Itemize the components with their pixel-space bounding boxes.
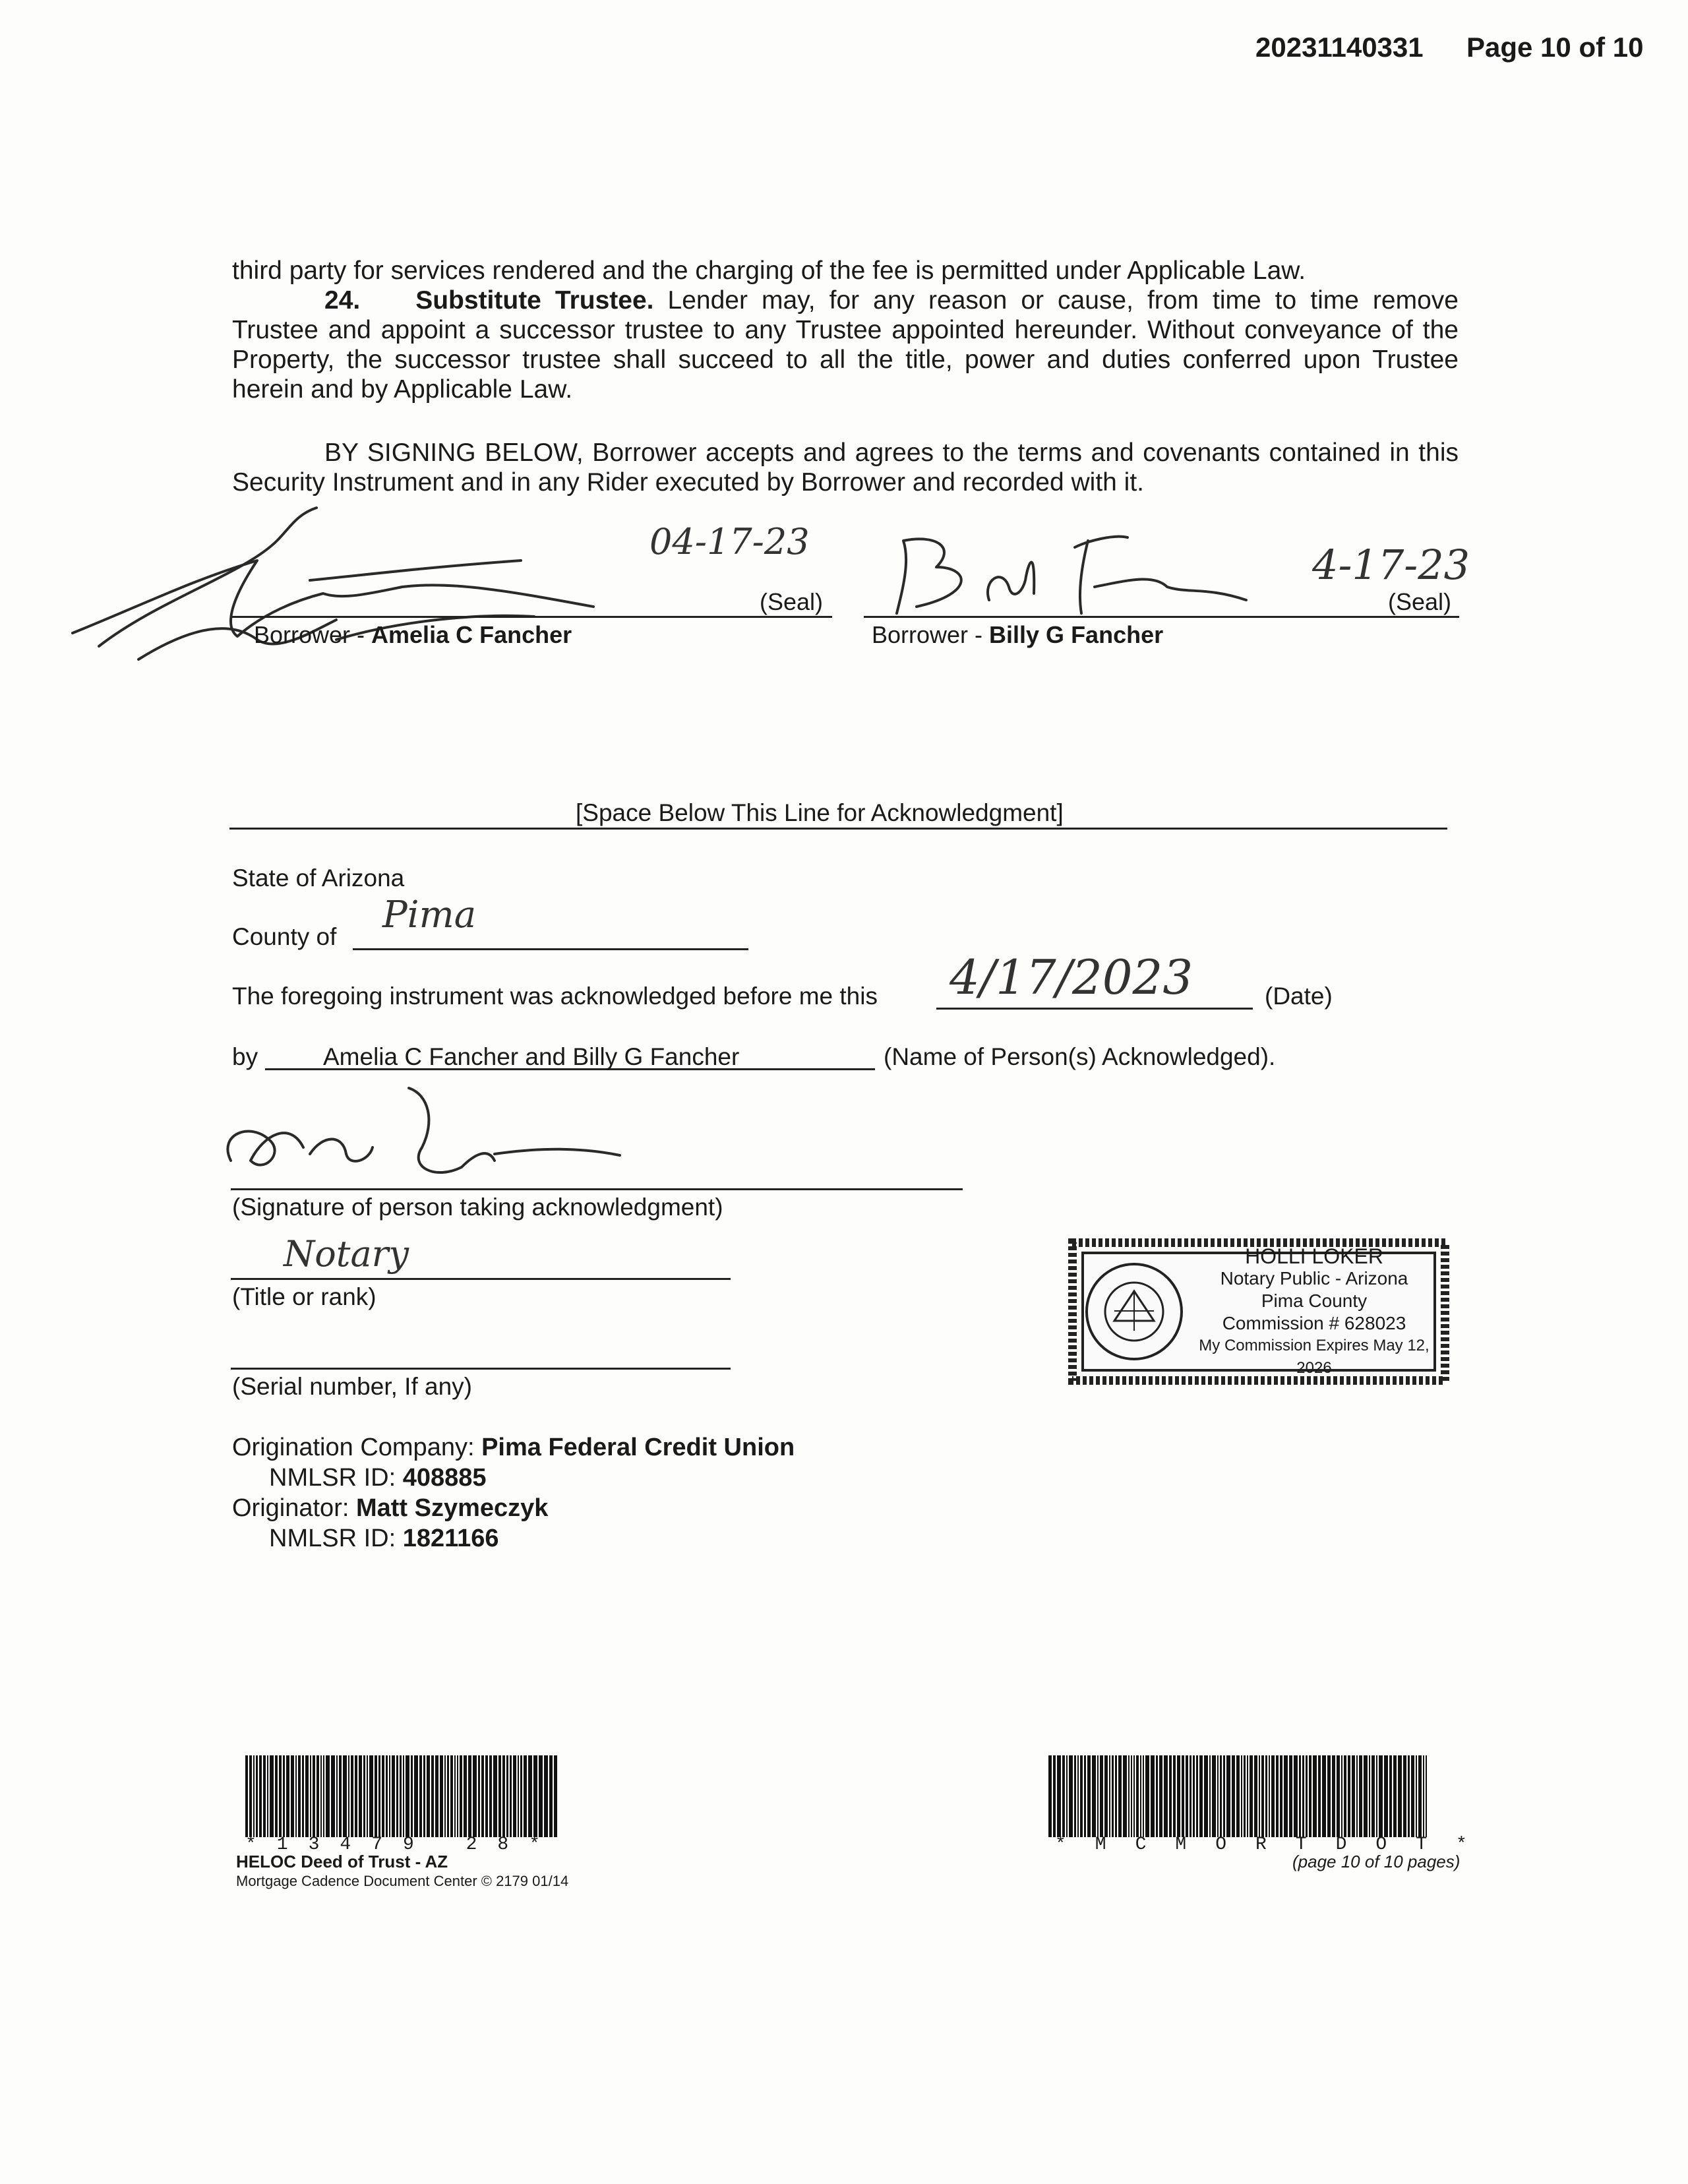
barcode-bar xyxy=(351,1755,353,1837)
notary-signature-label: (Signature of person taking acknowledgment) xyxy=(232,1194,723,1221)
barcode-bar xyxy=(298,1755,301,1837)
barcode-bar xyxy=(431,1755,434,1837)
barcode-bar xyxy=(485,1755,488,1837)
page-note: (page 10 of 10 pages) xyxy=(1292,1852,1461,1871)
barcode-bar xyxy=(249,1755,252,1837)
barcode-bar xyxy=(1280,1755,1282,1837)
notary-commission: Commission # 628023 xyxy=(1222,1313,1406,1333)
barcode-bar xyxy=(1376,1755,1377,1837)
originator-name: Matt Szymeczyk xyxy=(355,1494,549,1522)
foregoing-text: The foregoing instrument was acknowledged before me this xyxy=(232,983,878,1010)
barcode-bar xyxy=(457,1755,458,1837)
barcode-bar xyxy=(1261,1755,1264,1837)
barcode-bar xyxy=(310,1755,311,1837)
notary-county: Pima County xyxy=(1261,1290,1368,1311)
barcode-bar xyxy=(1379,1755,1383,1837)
barcode-bar xyxy=(1136,1755,1139,1837)
originator-row xyxy=(232,1493,795,1523)
barcode-bar xyxy=(1097,1755,1099,1837)
barcode-bar xyxy=(1364,1755,1368,1837)
barcode-bar xyxy=(336,1755,338,1837)
nmlsr-company-id: 408885 xyxy=(402,1464,487,1492)
barcode-bar xyxy=(1344,1755,1346,1837)
barcode-bar xyxy=(331,1755,335,1837)
billy-signature xyxy=(877,521,1273,626)
barcode-bar xyxy=(419,1755,422,1837)
barcode-bar xyxy=(554,1755,557,1837)
barcode-bar xyxy=(267,1755,268,1837)
barcode-bar xyxy=(533,1755,537,1837)
amelia-signature-line xyxy=(232,616,832,618)
barcode-bar xyxy=(1092,1755,1096,1837)
barcode-bar xyxy=(1372,1755,1375,1837)
barcode-bar xyxy=(1302,1755,1304,1837)
barcode-bar xyxy=(1313,1755,1317,1837)
barcode-bar xyxy=(378,1755,380,1837)
barcode-bar xyxy=(1306,1755,1308,1837)
barcode-bar xyxy=(256,1755,258,1837)
notary-expiration: My Commission Expires May 12, 2026 xyxy=(1199,1337,1430,1377)
barcode-bar xyxy=(539,1755,543,1837)
by-names: Amelia C Fancher and Billy G Fancher xyxy=(323,1043,740,1070)
barcode-bar xyxy=(1423,1755,1424,1837)
barcode-bar xyxy=(1069,1755,1073,1837)
barcode-bar xyxy=(1077,1755,1079,1837)
barcode-bar xyxy=(440,1755,443,1837)
barcode-bar xyxy=(1254,1755,1257,1837)
barcode-bar xyxy=(1104,1755,1108,1837)
barcode-bar xyxy=(1341,1755,1342,1837)
barcode-bar xyxy=(510,1755,512,1837)
barcode-bar xyxy=(1294,1755,1298,1837)
barcode-bar xyxy=(1220,1755,1222,1837)
origination-company-row xyxy=(232,1432,795,1463)
barcode-bar xyxy=(1418,1755,1422,1837)
barcode-bar xyxy=(1177,1755,1180,1837)
page-label: Page 10 of 10 xyxy=(1466,32,1644,63)
barcode-bar xyxy=(524,1755,527,1837)
barcode-bar xyxy=(375,1755,377,1837)
barcode-bar xyxy=(549,1755,553,1837)
barcode-bar xyxy=(1173,1755,1176,1837)
barcode-bar xyxy=(367,1755,368,1837)
barcode-bar xyxy=(1057,1755,1061,1837)
barcode-bar xyxy=(1250,1755,1253,1837)
county-label: County of xyxy=(232,923,337,950)
barcode-bar xyxy=(1128,1755,1130,1837)
serial-line xyxy=(231,1368,731,1370)
nmlsr-originator-id: 1821166 xyxy=(402,1525,499,1552)
barcode-bar xyxy=(1131,1755,1132,1837)
billy-date-handwritten: 4-17-23 xyxy=(1312,541,1470,589)
barcode-bar xyxy=(389,1755,390,1837)
barcode-bar xyxy=(478,1755,480,1837)
barcode-bar xyxy=(382,1755,384,1837)
barcode-bar xyxy=(323,1755,324,1837)
barcode-bar xyxy=(1151,1755,1155,1837)
barcode-bar xyxy=(1416,1755,1417,1837)
borrower-name: Billy G Fancher xyxy=(989,621,1164,648)
barcode-bar xyxy=(1226,1755,1230,1837)
barcode-bar xyxy=(1299,1755,1301,1837)
signing-paragraph: BY SIGNING BELOW, Borrower accepts and agrees to the terms and covenants contained in this Security Instrument and in any Rider executed by Borrower and recorded with it. xyxy=(232,439,1459,497)
barcode-bar xyxy=(414,1755,418,1837)
barcode-bar xyxy=(1271,1755,1275,1837)
barcode-bar xyxy=(339,1755,342,1837)
barcode-bar xyxy=(489,1755,492,1837)
barcode-bar xyxy=(1393,1755,1397,1837)
barcode-bar xyxy=(1359,1755,1362,1837)
barcode-bar xyxy=(1159,1755,1162,1837)
barcode-bar xyxy=(1212,1755,1216,1837)
barcode-bar xyxy=(1398,1755,1402,1837)
paragraph-continuation: third party for services rendered and the charging of the fee is permitted under Applicable Law. xyxy=(232,257,1306,285)
barcode-left-text: *13479 28* xyxy=(245,1835,561,1855)
barcode-bar xyxy=(1209,1755,1211,1837)
barcode-bar xyxy=(423,1755,425,1837)
barcode-bar xyxy=(464,1755,467,1837)
barcode-bar xyxy=(1337,1755,1340,1837)
barcode-right xyxy=(1048,1755,1437,1837)
county-line xyxy=(353,948,748,950)
barcode-bar xyxy=(444,1755,446,1837)
section-24-number: 24. xyxy=(324,286,361,315)
document-number: 20231140331 xyxy=(1255,32,1424,63)
barcode-bar xyxy=(1309,1755,1311,1837)
barcode-bar xyxy=(1048,1755,1052,1837)
barcode-bar xyxy=(1241,1755,1242,1837)
barcode-bar xyxy=(1062,1755,1065,1837)
barcode-bar xyxy=(1265,1755,1267,1837)
borrower-name: Amelia C Fancher xyxy=(371,621,572,648)
billy-signature-line xyxy=(864,616,1459,618)
notary-name: HOLLI LOKER xyxy=(1245,1244,1383,1268)
barcode-bar xyxy=(316,1755,319,1837)
barcode-bar xyxy=(320,1755,322,1837)
barcode-bar xyxy=(450,1755,453,1837)
amelia-borrower-label xyxy=(254,621,572,649)
acknowledgment-divider-line xyxy=(229,828,1447,830)
nmlsr-label: NMLSR ID: xyxy=(269,1464,396,1492)
barcode-bar xyxy=(1236,1755,1240,1837)
barcode-bar xyxy=(1289,1755,1292,1837)
barcode-bar xyxy=(513,1755,516,1837)
barcode-bar xyxy=(1232,1755,1235,1837)
barcode-bar xyxy=(1389,1755,1392,1837)
barcode-bar xyxy=(1140,1755,1141,1837)
date-handwritten: 4/17/2023 xyxy=(950,950,1193,1005)
barcode-bar xyxy=(1145,1755,1149,1837)
barcode-bar xyxy=(1182,1755,1184,1837)
borrower-prefix: Borrower - xyxy=(872,621,990,648)
barcode-bar xyxy=(286,1755,289,1837)
barcode-bar xyxy=(313,1755,315,1837)
barcode-bar xyxy=(544,1755,548,1837)
barcode-bar xyxy=(1115,1755,1117,1837)
barcode-bar xyxy=(1199,1755,1203,1837)
barcode-bar xyxy=(245,1755,248,1837)
barcode-bar xyxy=(1156,1755,1158,1837)
form-source: Mortgage Cadence Document Center © 2179 01/14 xyxy=(236,1873,569,1889)
serial-label: (Serial number, If any) xyxy=(232,1373,472,1400)
barcode-bar xyxy=(1066,1755,1068,1837)
barcode-bar xyxy=(460,1755,462,1837)
barcode-bar xyxy=(1352,1755,1355,1837)
amelia-signature xyxy=(59,501,666,679)
barcode-bar xyxy=(1143,1755,1144,1837)
barcode-bar xyxy=(1384,1755,1388,1837)
barcode-bar xyxy=(1204,1755,1208,1837)
barcode-bar xyxy=(1356,1755,1358,1837)
barcode-bar xyxy=(1084,1755,1086,1837)
title-handwritten: Notary xyxy=(284,1233,409,1275)
barcode-bar xyxy=(1053,1755,1056,1837)
barcode-bar xyxy=(1259,1755,1260,1837)
barcode-bar xyxy=(302,1755,304,1837)
barcode-bar xyxy=(259,1755,262,1837)
barcode-bar xyxy=(1190,1755,1191,1837)
notary-signature xyxy=(211,1081,633,1200)
barcode-bar xyxy=(348,1755,349,1837)
borrower-prefix: Borrower - xyxy=(254,621,372,648)
barcode-bar xyxy=(279,1755,282,1837)
barcode-bar xyxy=(1112,1755,1114,1837)
barcode-bar xyxy=(283,1755,285,1837)
barcode-bar xyxy=(411,1755,413,1837)
barcode-bar xyxy=(1284,1755,1288,1837)
billy-seal-label: (Seal) xyxy=(1388,588,1452,615)
title-line xyxy=(231,1278,731,1280)
barcode-bar xyxy=(1247,1755,1248,1837)
barcode-bar xyxy=(359,1755,362,1837)
barcode-bar xyxy=(1133,1755,1135,1837)
barcode-bar xyxy=(1196,1755,1198,1837)
barcode-bar xyxy=(1318,1755,1321,1837)
billy-borrower-label xyxy=(872,621,1163,649)
barcode-bar xyxy=(295,1755,297,1837)
barcode-bar xyxy=(427,1755,430,1837)
section-24 xyxy=(232,286,1459,404)
date-line xyxy=(936,1008,1253,1010)
barcode-bar xyxy=(1186,1755,1188,1837)
barcode-bar xyxy=(1100,1755,1103,1837)
barcode-bar xyxy=(403,1755,404,1837)
barcode-bar xyxy=(447,1755,449,1837)
barcode-bar xyxy=(363,1755,365,1837)
nmlsr-originator-row xyxy=(232,1523,795,1554)
stamp-text xyxy=(1186,1245,1443,1380)
barcode-bar xyxy=(1369,1755,1370,1837)
nmlsr-company-row xyxy=(232,1463,795,1493)
barcode-bar xyxy=(1164,1755,1168,1837)
barcode-bar xyxy=(1087,1755,1091,1837)
company-label: Origination Company: xyxy=(232,1434,475,1461)
barcode-bar xyxy=(1193,1755,1195,1837)
barcode-bar xyxy=(1123,1755,1127,1837)
barcode-bar xyxy=(518,1755,519,1837)
barcode-bar xyxy=(1074,1755,1076,1837)
barcode-bar xyxy=(528,1755,532,1837)
by-suffix: (Name of Person(s) Acknowledged). xyxy=(884,1043,1276,1070)
barcode-bar xyxy=(454,1755,456,1837)
barcode-bar xyxy=(270,1755,274,1837)
notary-title: Notary Public - Arizona xyxy=(1220,1268,1408,1289)
barcode-bar xyxy=(355,1755,357,1837)
barcode-bar xyxy=(1109,1755,1110,1837)
barcode-bar xyxy=(493,1755,497,1837)
barcode-bar xyxy=(406,1755,409,1837)
barcode-bar xyxy=(1080,1755,1083,1837)
barcode-bar xyxy=(481,1755,484,1837)
barcode-bar xyxy=(1403,1755,1406,1837)
company-name: Pima Federal Credit Union xyxy=(481,1434,795,1461)
barcode-bar xyxy=(1332,1755,1335,1837)
amelia-date-handwritten: 04-17-23 xyxy=(649,521,810,562)
barcode-bar xyxy=(1322,1755,1326,1837)
notary-stamp xyxy=(1068,1238,1449,1385)
barcode-right-text: *MCMORTDOT* xyxy=(1055,1835,1496,1855)
barcode-bar xyxy=(520,1755,522,1837)
barcode-bar xyxy=(1269,1755,1270,1837)
barcode-bar xyxy=(392,1755,395,1837)
originator-label: Originator: xyxy=(232,1494,349,1522)
section-24-text: Lender may, for any reason or cause, from time to time remove Trustee and appoint a successor trustee to any Trustee appointed hereunder. Without conveyance of the Property, the successor trustee shall succeed to all the title, power and duties conferred upon Trustee herein and by Applicable Law. xyxy=(232,286,1459,404)
barcode-bar xyxy=(1276,1755,1279,1837)
acknowledgment-divider-text: [Space Below This Line for Acknowledgment] xyxy=(576,799,1064,826)
form-title: HELOC Deed of Trust - AZ xyxy=(236,1852,448,1871)
barcode-bar xyxy=(305,1755,309,1837)
barcode-left xyxy=(245,1755,568,1837)
barcode-bar xyxy=(369,1755,373,1837)
barcode-bar xyxy=(1348,1755,1350,1837)
origination-block xyxy=(232,1432,795,1554)
barcode-bar xyxy=(468,1755,471,1837)
barcode-bar xyxy=(473,1755,477,1837)
amelia-seal-label: (Seal) xyxy=(760,588,824,615)
by-label: by xyxy=(232,1043,258,1070)
barcode-bar xyxy=(253,1755,255,1837)
county-handwritten: Pima xyxy=(382,894,477,936)
barcode-bar xyxy=(326,1755,330,1837)
barcode-bar xyxy=(502,1755,505,1837)
barcode-bar xyxy=(1408,1755,1410,1837)
barcode-bar xyxy=(343,1755,347,1837)
barcode-bar xyxy=(386,1755,388,1837)
barcode-bar xyxy=(1426,1755,1427,1837)
barcode-bar xyxy=(1411,1755,1414,1837)
state-line: State of Arizona xyxy=(232,864,405,892)
barcode-bar xyxy=(396,1755,398,1837)
barcode-bar xyxy=(400,1755,402,1837)
barcode-bar xyxy=(275,1755,278,1837)
barcode-bar xyxy=(1118,1755,1122,1837)
barcode-bar xyxy=(506,1755,508,1837)
barcode-bar xyxy=(1327,1755,1331,1837)
barcode-bar xyxy=(263,1755,266,1837)
barcode-bar xyxy=(291,1755,294,1837)
date-label: (Date) xyxy=(1265,983,1333,1010)
barcode-bar xyxy=(1169,1755,1172,1837)
title-label: (Title or rank) xyxy=(232,1283,377,1310)
barcode-bar xyxy=(1223,1755,1225,1837)
nmlsr-label: NMLSR ID: xyxy=(269,1525,396,1552)
section-24-title: Substitute Trustee. xyxy=(415,286,654,315)
barcode-bar xyxy=(1244,1755,1246,1837)
barcode-bar xyxy=(498,1755,501,1837)
barcode-bar xyxy=(1217,1755,1219,1837)
notary-signature-line xyxy=(231,1188,963,1190)
barcode-bar xyxy=(435,1755,438,1837)
